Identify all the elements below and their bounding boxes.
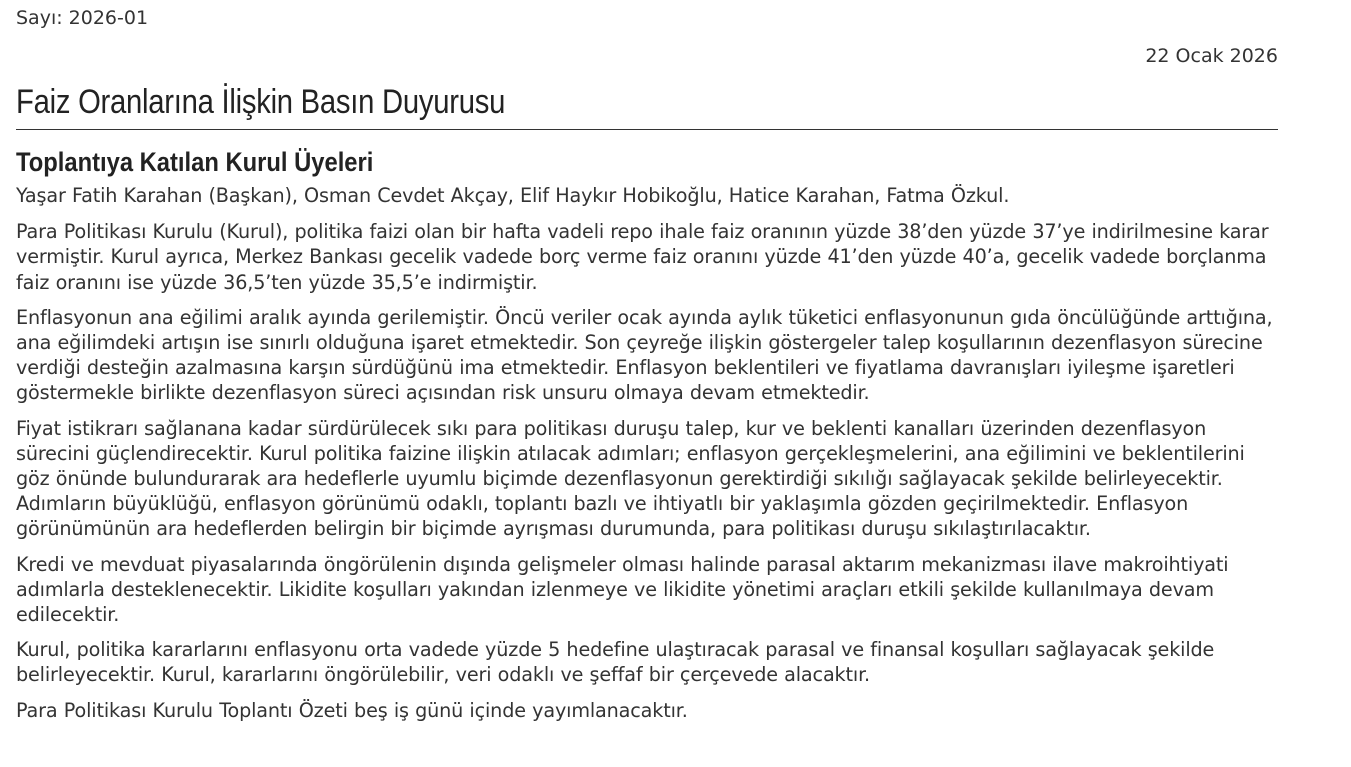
paragraph-inflation-trend: Enflasyonun ana eğilimi aralık ayında gerilemiştir. Öncü veriler ocak ayında aylık tüketici enflasyonunun gıda öncülüğünde arttığına, ana eğilimdeki artışın ise sınırlı olduğuna işaret etmektedir. Son çeyreğe ilişkin göstergeler talep koşullarının dezenflasyon sürecine verdiği desteğin azalmasına karşın sürdüğünü ima etmektedir. Enflasyon beklentileri ve fiyatlama davranışları iyileşme işaretleri göstermekle birlikte dezenflasyon süreci açısından risk unsuru olmaya devam etmektedir. (16, 305, 1273, 405)
release-date: 22 Ocak 2026 (1145, 45, 1278, 67)
members-heading: Toplantıya Katılan Kurul Üyeleri (16, 147, 374, 177)
paragraph-summary-notice: Para Politikası Kurulu Toplantı Özeti beş iş günü içinde yayımlanacaktır. (16, 698, 688, 722)
press-release (16, 0, 1278, 723)
paragraph-decision: Para Politikası Kurulu (Kurul), politika faizi olan bir hafta vadeli repo ihale faiz oranının yüzde 38’den yüzde 37’ye indirilmesine karar vermiştir. Kurul ayrıca, Merkez Bankası gecelik vadede borç verme faiz oranını yüzde 41’den yüzde 40’a, gecelik vadede borçlanma faiz oranını ise yüzde 36,5’ten yüzde 35,5’e indirmiştir. (16, 220, 1269, 294)
paragraph-policy-stance: Fiyat istikrarı sağlanana kadar sürdürülecek sıkı para politikası duruşu talep, kur ve beklenti kanalları üzerinden dezenflasyon sürecini güçlendirecektir. Kurul politika faizine ilişkin atılacak adımları; enflasyon gerçekleşmelerini, ana eğilimini ve beklentilerini göz önünde bulundurarak ara hedeflerle uyumlu biçimde dezenflasyonun gerektirdiği sıkılığı sağlayacak şekilde belirleyecektir. Adımların büyüklüğü, enflasyon görünümü odaklı, toplantı bazlı ve ihtiyatlı bir yaklaşımla gözden geçirilmektedir. Enflasyon görünümünün ara hedeflerden belirgin bir biçimde ayrışması durumunda, para politikası duruşu sıkılaştırılacaktır. (16, 416, 1245, 541)
page-title: Faiz Oranlarına İlişkin Basın Duyurusu (16, 83, 506, 121)
members-list: Yaşar Fatih Karahan (Başkan), Osman Cevdet Akçay, Elif Haykır Hobikoğlu, Hatice Karahan, Fatma Özkul. (16, 184, 1010, 207)
issue-number: Sayı: 2026-01 (16, 7, 149, 29)
paragraph-target: Kurul, politika kararlarını enflasyonu orta vadede yüzde 5 hedefine ulaştıracak parasal ve finansal koşulları sağlayacak şekilde belirleyecektir. Kurul, kararlarını öngörülebilir, veri odaklı ve şeffaf bir çerçevede alacaktır. (16, 638, 1215, 687)
paragraph-credit-liquidity: Kredi ve mevduat piyasalarında öngörülenin dışında gelişmeler olması halinde parasal aktarım mekanizması ilave makroihtiyati adımlarla desteklenecektir. Likidite koşulları yakından izlenmeye ve likidite yönetimi araçları etkili şekilde kullanılmaya devam edilecektir. (16, 552, 1229, 627)
